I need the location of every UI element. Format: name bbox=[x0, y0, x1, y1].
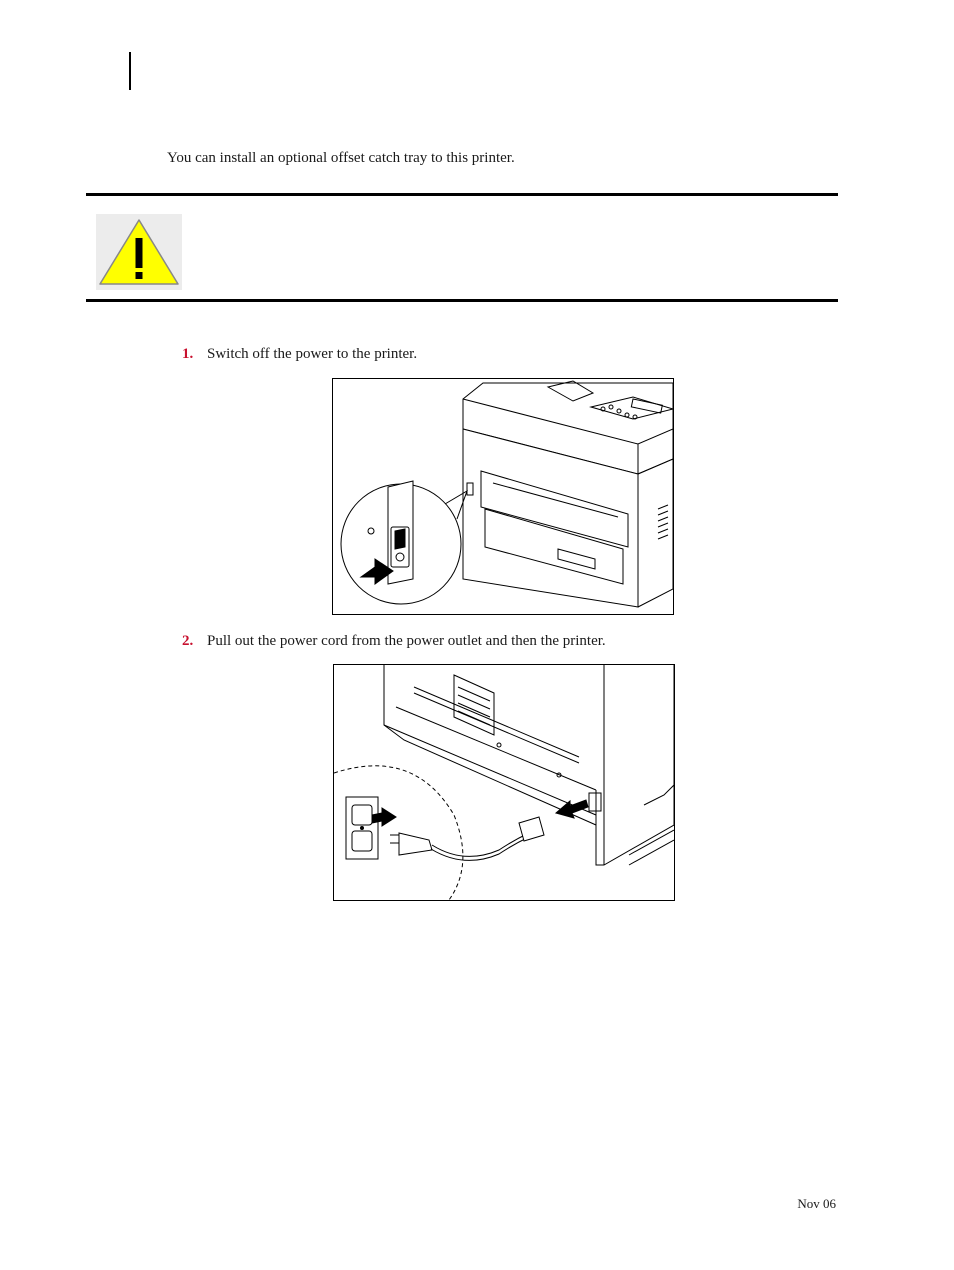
warning-icon bbox=[96, 214, 182, 290]
step-2-number: 2. bbox=[182, 633, 194, 649]
margin-bar bbox=[129, 52, 131, 90]
step-1-text: Switch off the power to the printer. bbox=[207, 346, 418, 362]
step-2-text: Pull out the power cord from the power outlet and then the printer. bbox=[207, 633, 606, 649]
power-switch-figure bbox=[332, 378, 674, 615]
power-cord-figure bbox=[333, 664, 675, 901]
step-1 bbox=[182, 346, 417, 363]
caution-top-rule bbox=[86, 193, 838, 196]
footer-date: Nov 06 bbox=[797, 1196, 836, 1211]
intro-text: You can install an optional offset catch tray to this printer. bbox=[167, 150, 515, 166]
step-2 bbox=[182, 633, 606, 650]
step-1-number: 1. bbox=[182, 346, 194, 362]
caution-bottom-rule bbox=[86, 299, 838, 302]
